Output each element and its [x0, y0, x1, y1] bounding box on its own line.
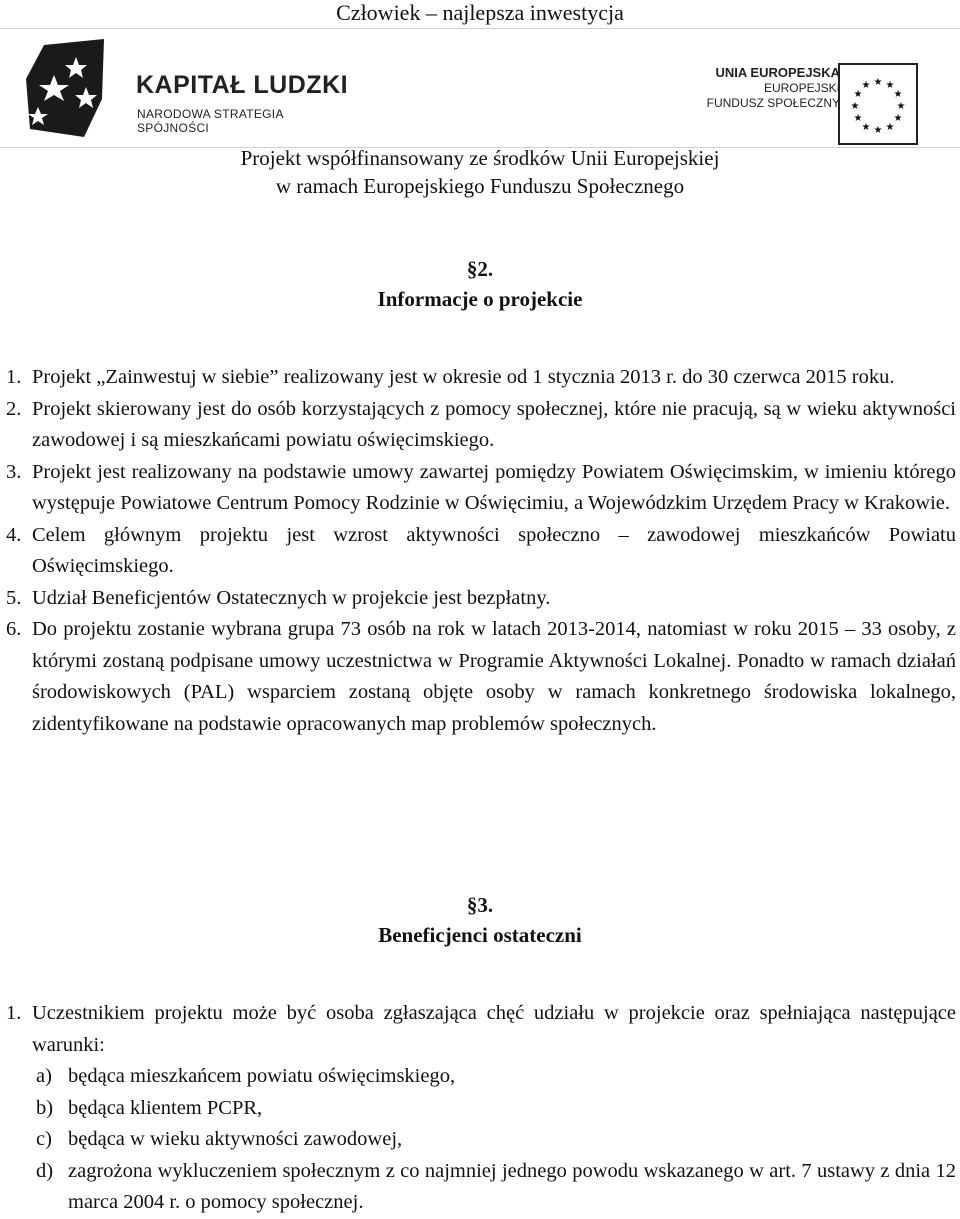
svg-text:★: ★ — [893, 113, 903, 124]
condition-text: będąca klientem PCPR, — [68, 1096, 263, 1119]
list-item — [6, 614, 956, 740]
svg-text:★: ★ — [861, 122, 871, 133]
list-item — [6, 998, 956, 1061]
svg-text:★: ★ — [885, 122, 895, 133]
item-number: 3. — [6, 460, 22, 483]
item-text: Projekt skierowany jest do osób korzystających z pomocy społecznej, które nie pracują, są w wieku aktywności zawodowej i są mieszkańcami powiatu oświęcimskiego. — [32, 397, 956, 451]
item-number: 1. — [6, 366, 22, 388]
svg-text:★: ★ — [893, 89, 903, 100]
item-text: Uczestnikiem projektu może być osoba zgłaszająca chęć udziału w projekcie oraz spełniająca następujące warunki: — [32, 1002, 956, 1056]
list-item — [6, 520, 956, 583]
list-item — [6, 457, 956, 520]
svg-text:★: ★ — [885, 80, 895, 91]
svg-text:★: ★ — [873, 77, 883, 88]
item-number: 4. — [6, 523, 22, 546]
condition-text: będąca mieszkańcem powiatu oświęcimskiego, — [68, 1065, 456, 1087]
condition-item — [6, 1061, 956, 1093]
section2-list — [6, 362, 956, 740]
item-text: Projekt jest realizowany na podstawie umowy zawartej pomiędzy Powiatem Oświęcimskim, w imieniu którego występuje Powiatowe Centrum Pomocy Rodzinie w Oświęcimiu, a Wojewódzkim Urzędem Pracy w Krakowie. — [32, 460, 956, 514]
condition-letter: b) — [36, 1096, 54, 1119]
logo-band — [0, 28, 960, 148]
condition-item — [6, 1124, 956, 1156]
list-item — [6, 394, 956, 457]
eu-flag-stars-icon — [840, 65, 916, 143]
condition-item — [6, 1156, 956, 1219]
section3-title: Beneficjenci ostateczni — [378, 923, 582, 947]
eu-fund-line2: FUNDUSZ SPOŁECZNY — [706, 96, 840, 110]
section2-heading — [0, 254, 960, 314]
item-number: 1. — [6, 1002, 22, 1024]
item-text: Do projektu zostanie wybrana grupa 73 osób na rok w latach 2013-2014, natomiast w roku 2015 – 33 osoby, z którymi zostaną podpisane umowy uczestnictwa w Programie Aktywności Lokalnej. Ponadto w ramach działań środowiskowych (PAL) wsparciem zostaną objęte osoby w ramach konkretnego środowiska lokalnego, zidentyfikowane na podstawie opracowanych map problemów społecznych. — [32, 618, 956, 735]
condition-text: będąca w wieku aktywności zawodowej, — [68, 1128, 403, 1150]
header-title: Człowiek – najlepsza inwestycja — [336, 0, 624, 25]
section3-number: §3. — [466, 893, 494, 917]
section2-title: Informacje o projekcie — [377, 287, 583, 311]
kapital-ludzki-subtitle: NARODOWA STRATEGIA SPÓJNOŚCI — [137, 107, 284, 135]
cofinancing-line1: Projekt współfinansowany ze środków Unii Europejskiej — [240, 146, 720, 170]
item-number: 2. — [6, 397, 22, 420]
item-text: Celem głównym projektu jest wzrost aktywności społeczno – zawodowej mieszkańców Powiatu Oświęcimskiego. — [32, 523, 956, 577]
item-number: 5. — [6, 586, 22, 609]
kapital-ludzki-title: KAPITAŁ LUDZKI — [136, 71, 349, 99]
condition-letter: c) — [36, 1128, 52, 1150]
eu-fund-line1: EUROPEJSKI — [763, 81, 840, 95]
svg-text:★: ★ — [850, 101, 860, 112]
eu-flag — [838, 63, 918, 145]
svg-text:★: ★ — [861, 80, 871, 91]
item-text: Udział Beneficjentów Ostatecznych w projekcie jest bezpłatny. — [32, 586, 551, 609]
cofinancing-line2: w ramach Europejskiego Funduszu Społecznego — [275, 174, 685, 198]
condition-item — [6, 1093, 956, 1125]
list-item — [6, 583, 956, 615]
page-header — [0, 0, 960, 26]
kapital-ludzki-logo — [24, 39, 354, 139]
condition-text: zagrożona wykluczeniem społecznym z co najmniej jednego powodu wskazanego w art. 7 ustawy z dnia 12 marca 2004 r. o pomocy społecznej. — [68, 1159, 956, 1213]
svg-text:★: ★ — [896, 101, 906, 112]
svg-text:★: ★ — [873, 125, 883, 136]
item-number: 6. — [6, 618, 22, 640]
svg-text:★: ★ — [853, 113, 863, 124]
condition-letter: d) — [36, 1159, 54, 1182]
eu-name: UNIA EUROPEJSKA — [715, 65, 840, 80]
kapital-ludzki-stars-icon — [24, 39, 114, 139]
section3-list — [6, 998, 956, 1219]
section3-heading — [0, 890, 960, 950]
item-text: Projekt „Zainwestuj w siebie” realizowany jest w okresie od 1 stycznia 2013 r. do 30 czerwca 2015 roku. — [32, 366, 895, 388]
eu-logo-text — [707, 65, 840, 111]
svg-text:★: ★ — [853, 89, 863, 100]
cofinancing-note — [0, 144, 960, 200]
list-item — [6, 362, 956, 394]
section2-number: §2. — [466, 257, 494, 281]
condition-letter: a) — [36, 1065, 52, 1087]
